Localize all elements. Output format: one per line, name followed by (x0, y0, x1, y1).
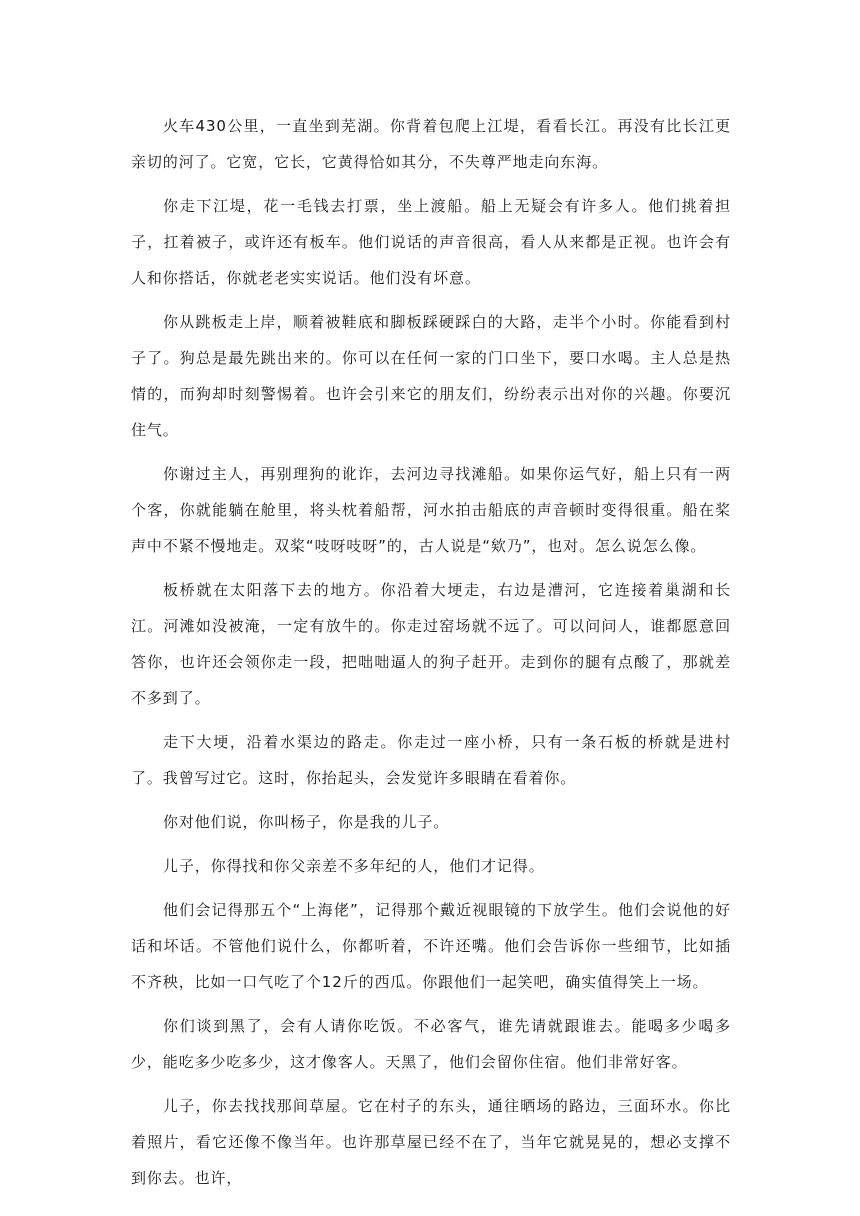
paragraph-10: 你们谈到黑了，会有人请你吃饭。不必客气，谁先请就跟谁去。能喝多少喝多少，能吃多少吃多少，这才像客人。天黑了，他们会留你住宿。他们非常好客。 (131, 1017, 731, 1071)
paragraph-3: 你从跳板走上岸，顺着被鞋底和脚板踩硬踩白的大路，走半个小时。你能看到村子了。狗总是最先跳出来的。你可以在任何一家的门口坐下，要口水喝。主人总是热情的，而狗却时刻警惕着。也许会引来它的朋友们，纷纷表示出对你的兴趣。你要沉住气。 (131, 313, 731, 439)
paragraph-1: 火车430公里，一直坐到芜湖。你背着包爬上江堤，看看长江。再没有比长江更亲切的河了。它宽，它长，它黄得恰如其分，不失尊严地走向东海。 (131, 117, 731, 171)
paragraph-4: 你谢过主人，再别理狗的讹诈，去河边寻找滩船。如果你运气好，船上只有一两个客，你就能躺在舱里，将头枕着船帮，河水拍击船底的声音顿时变得很重。船在桨声中不紧不慢地走。双桨“吱呀吱呀”的，古人说是“欸乃”，也对。怎么说怎么像。 (131, 465, 731, 555)
paragraph-7: 你对他们说，你叫杨子，你是我的儿子。 (163, 813, 450, 831)
paragraph-9: 他们会记得那五个“上海佬”，记得那个戴近视眼镜的下放学生。他们会说他的好话和坏话。不管他们说什么，你都听着，不许还嘴。他们会告诉你一些细节，比如插不齐秧，比如一口气吃了个12斤的西瓜。你跟他们一起笑吧，确实值得笑上一场。 (131, 901, 731, 991)
paragraph-5: 板桥就在太阳落下去的地方。你沿着大埂走，右边是漕河，它连接着巢湖和长江。河滩如没被淹，一定有放牛的。你走过窑场就不远了。可以问问人，谁都愿意回答你，也许还会领你走一段，把咄咄逼人的狗子赶开。走到你的腿有点酸了，那就差不多到了。 (131, 581, 731, 707)
paragraph-8: 儿子，你得找和你父亲差不多年纪的人，他们才记得。 (163, 857, 545, 875)
paragraph-6: 走下大埂，沿着水渠边的路走。你走过一座小桥，只有一条石板的桥就是进村了。我曾写过它。这时，你抬起头，会发觉许多眼睛在看着你。 (131, 733, 731, 787)
paragraph-11: 儿子，你去找找那间草屋。它在村子的东头，通往晒场的路边，三面环水。你比着照片，看它还像不像当年。也许那草屋已经不在了，当年它就晃晃的，想必支撑不到你去。也许， (131, 1097, 731, 1187)
paragraph-2: 你走下江堤，花一毛钱去打票，坐上渡船。船上无疑会有许多人。他们挑着担子，扛着被子，或许还有板车。他们说话的声音很高，看人从来都是正视。也许会有人和你搭话，你就老老实实说话。他们没有坏意。 (131, 197, 731, 287)
text-body (131, 108, 731, 1204)
